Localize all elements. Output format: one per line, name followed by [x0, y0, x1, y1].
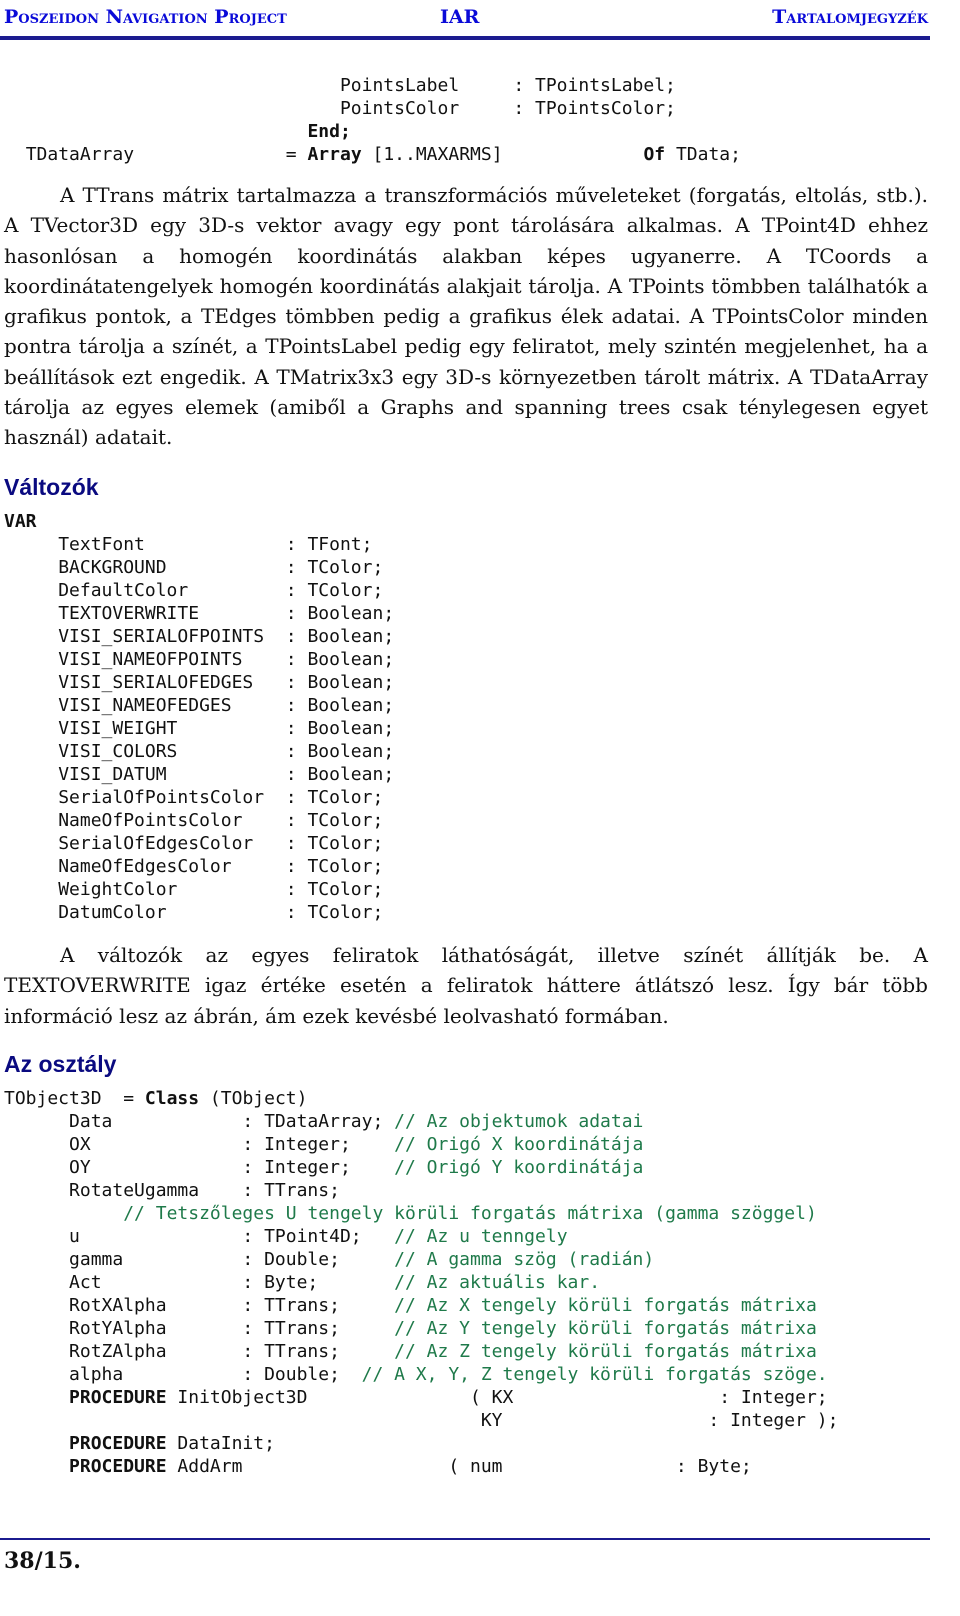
code-line [4, 1433, 275, 1454]
var-type: : Boolean; [285, 695, 395, 716]
code-line [4, 1387, 828, 1408]
code-line [4, 1088, 307, 1109]
var-row [4, 879, 383, 900]
class-field-row [4, 1318, 817, 1339]
var-name: VISI_COLORS [58, 741, 178, 762]
field-comment: // Az objektumok adatai [394, 1111, 644, 1132]
class-field-row [4, 1111, 643, 1132]
var-padding [232, 695, 286, 716]
var-row [4, 534, 372, 555]
code-keyword: Class [144, 1088, 200, 1109]
var-row [4, 672, 394, 693]
code-token: [1..MAXARMS] [361, 144, 503, 165]
field-comment: // Az u tenngely [394, 1226, 568, 1247]
var-type: : TColor; [285, 810, 384, 831]
field-comment: // Az Z tengely körüli forgatás mátrixa [394, 1341, 817, 1362]
var-type: : Boolean; [285, 672, 395, 693]
var-name: NameOfPointsColor [58, 810, 243, 831]
var-row [4, 580, 383, 601]
var-name: DatumColor [58, 902, 167, 923]
var-row [4, 718, 394, 739]
var-name: VISI_WEIGHT [58, 718, 178, 739]
class-field-row [4, 1157, 643, 1178]
var-row [4, 741, 394, 762]
field-comment: // Origó Y koordinátája [394, 1157, 644, 1178]
var-row [4, 695, 394, 716]
code-token: (TObject) [199, 1088, 308, 1109]
code-keyword: PROCEDURE [69, 1387, 167, 1408]
var-name: VISI_NAMEOFEDGES [58, 695, 232, 716]
class-field-row [4, 1364, 828, 1385]
code-line: PointsLabel : TPointsLabel; [4, 75, 676, 96]
code-line [4, 144, 741, 165]
field-declaration [4, 1203, 123, 1224]
field-comment: // A X, Y, Z tengely körüli forgatás szöge. [361, 1364, 828, 1385]
section-heading-class: Az osztály [4, 1051, 117, 1077]
field-declaration: RotateUgamma : TTrans; [4, 1180, 340, 1201]
var-name: VISI_DATUM [58, 764, 167, 785]
var-type: : Boolean; [285, 649, 395, 670]
var-name: VISI_SERIALOFEDGES [58, 672, 254, 693]
var-padding [253, 833, 286, 854]
code-keyword: End; [307, 121, 351, 142]
var-padding [264, 626, 286, 647]
var-row [4, 833, 383, 854]
var-type: : Boolean; [285, 741, 395, 762]
var-row [4, 603, 394, 624]
page-number: 38/15. [4, 1548, 81, 1574]
var-name: BACKGROUND [58, 557, 167, 578]
var-name: SerialOfPointsColor [58, 787, 265, 808]
field-declaration: RotZAlpha : TTrans; [4, 1341, 395, 1362]
var-padding [167, 557, 286, 578]
code-keyword: PROCEDURE [69, 1456, 167, 1477]
footer-divider [0, 1538, 930, 1540]
var-type: : TColor; [285, 902, 384, 923]
code-keyword: VAR [4, 511, 37, 532]
top-code-block [4, 74, 741, 166]
var-name: NameOfEdgesColor [58, 856, 232, 877]
var-padding [253, 672, 286, 693]
var-name: VISI_SERIALOFPOINTS [58, 626, 265, 647]
field-comment: // Origó X koordinátája [394, 1134, 644, 1155]
var-padding [167, 902, 286, 923]
code-keyword: Of [643, 144, 666, 165]
var-type: : Boolean; [285, 626, 395, 647]
code-token: TData; [665, 144, 741, 165]
code-token: DataInit; [166, 1433, 275, 1454]
var-padding [177, 718, 285, 739]
field-declaration: gamma : Double; [4, 1249, 395, 1270]
code-token: AddArm ( num : Byte; [166, 1456, 752, 1477]
class-field-row [4, 1226, 568, 1247]
var-name: SerialOfEdgesColor [58, 833, 254, 854]
field-comment: // Az aktuális kar. [394, 1272, 601, 1293]
field-declaration: u : TPoint4D; [4, 1226, 395, 1247]
var-name: WeightColor [58, 879, 178, 900]
var-name: VISI_NAMEOFPOINTS [58, 649, 243, 670]
var-row [4, 787, 383, 808]
var-padding [188, 580, 286, 601]
var-padding [177, 741, 285, 762]
var-type: : Boolean; [285, 764, 395, 785]
code-line [4, 1456, 752, 1477]
var-padding [242, 810, 285, 831]
var-name: DefaultColor [58, 580, 189, 601]
page-header [0, 0, 930, 40]
var-row [4, 649, 394, 670]
var-row [4, 557, 383, 578]
code-line [4, 121, 351, 142]
class-field-row [4, 1249, 654, 1270]
class-field-row [4, 1134, 643, 1155]
field-declaration: RotYAlpha : TTrans; [4, 1318, 395, 1339]
field-comment: // A gamma szög (radián) [394, 1249, 655, 1270]
var-type: : Boolean; [285, 718, 395, 739]
class-field-row [4, 1295, 817, 1316]
var-type: : TColor; [285, 580, 384, 601]
class-field-row [4, 1203, 817, 1224]
var-padding [199, 603, 286, 624]
code-line: KY : Integer ); [4, 1410, 839, 1431]
var-row [4, 764, 394, 785]
paragraph-variables-description: A változók az egyes feliratok láthatóságát, illetve színét állítják be. A TEXTOVERWRITE igaz értéke esetén a feliratok háttere átlátszó lesz. Így bár több információ lesz az ábrán, ám ezek kevésbé leolvasható formában. [4, 943, 928, 1028]
class-field-row [4, 1341, 817, 1362]
code-keyword: Array [307, 144, 362, 165]
var-padding [242, 649, 285, 670]
var-code-block [4, 510, 394, 924]
code-token: = [101, 1088, 145, 1109]
field-comment: // Az X tengely körüli forgatás mátrixa [394, 1295, 817, 1316]
var-row [4, 902, 383, 923]
field-declaration: alpha : Double; [4, 1364, 362, 1385]
class-field-row [4, 1272, 600, 1293]
field-declaration: OX : Integer; [4, 1134, 395, 1155]
field-declaration: OY : Integer; [4, 1157, 395, 1178]
var-padding [167, 764, 286, 785]
field-declaration: Act : Byte; [4, 1272, 395, 1293]
code-token: InitObject3D ( KX : Integer; [166, 1387, 828, 1408]
code-line: PointsColor : TPointsColor; [4, 98, 676, 119]
code-token: = [285, 144, 308, 165]
section-heading-variables: Változók [4, 474, 99, 500]
header-project-title: Poszeidon Navigation Project [4, 6, 287, 28]
var-type: : TColor; [285, 833, 384, 854]
var-name: TextFont [58, 534, 145, 555]
header-toc-link[interactable]: Tartalomjegyzék [772, 6, 928, 28]
var-row [4, 810, 383, 831]
class-field-row [4, 1180, 340, 1201]
header-center-label: IAR [440, 6, 480, 28]
var-type: : TColor; [285, 856, 384, 877]
code-identifier: TObject3D [4, 1088, 102, 1109]
paragraph-types-description: A TTrans mátrix tartalmazza a transzformációs műveleteket (forgatás, eltolás, stb.). A TVector3D egy 3D-s vektor avagy egy pont tárolására alkalmas. A TPoint4D ehhez hasonlósan a homogén koordinátás alakban képes ugyanerre. A TCoords a koordinátatengelyek homogén koordinátás alakjait tárolja. A TPoints tömbben találhatók a grafikus pontok, a TEdges tömbben pedig a grafikus élek adatai. A TPointsColor minden pontra tárolja a színét, a TPointsLabel pedig egy feliratot, mely szintén megjelenhet, ha a beállítások ezt engedik. A TMatrix3x3 egy 3D-s környezetben tárolt mátrix. A TDataArray tárolja az egyes elemek (amiből a Graphs and spanning trees csak ténylegesen egyet használ) adatait. [4, 183, 928, 450]
var-type: : TColor; [285, 787, 384, 808]
field-comment: // Az Y tengely körüli forgatás mátrixa [394, 1318, 817, 1339]
class-code-block [4, 1087, 838, 1478]
var-name: TEXTOVERWRITE [58, 603, 200, 624]
var-row [4, 626, 394, 647]
code-identifier: TDataArray [25, 144, 135, 165]
var-padding [177, 879, 285, 900]
var-padding [232, 856, 286, 877]
var-type: : TFont; [285, 534, 373, 555]
var-padding [145, 534, 286, 555]
var-type: : TColor; [285, 557, 384, 578]
field-declaration: Data : TDataArray; [4, 1111, 395, 1132]
var-padding [264, 787, 286, 808]
var-row [4, 856, 383, 877]
field-declaration: RotXAlpha : TTrans; [4, 1295, 395, 1316]
var-type: : TColor; [285, 879, 384, 900]
code-keyword: PROCEDURE [69, 1433, 167, 1454]
var-type: : Boolean; [285, 603, 395, 624]
field-comment: // Tetszőleges U tengely körüli forgatás mátrixa (gamma szöggel) [123, 1203, 817, 1224]
